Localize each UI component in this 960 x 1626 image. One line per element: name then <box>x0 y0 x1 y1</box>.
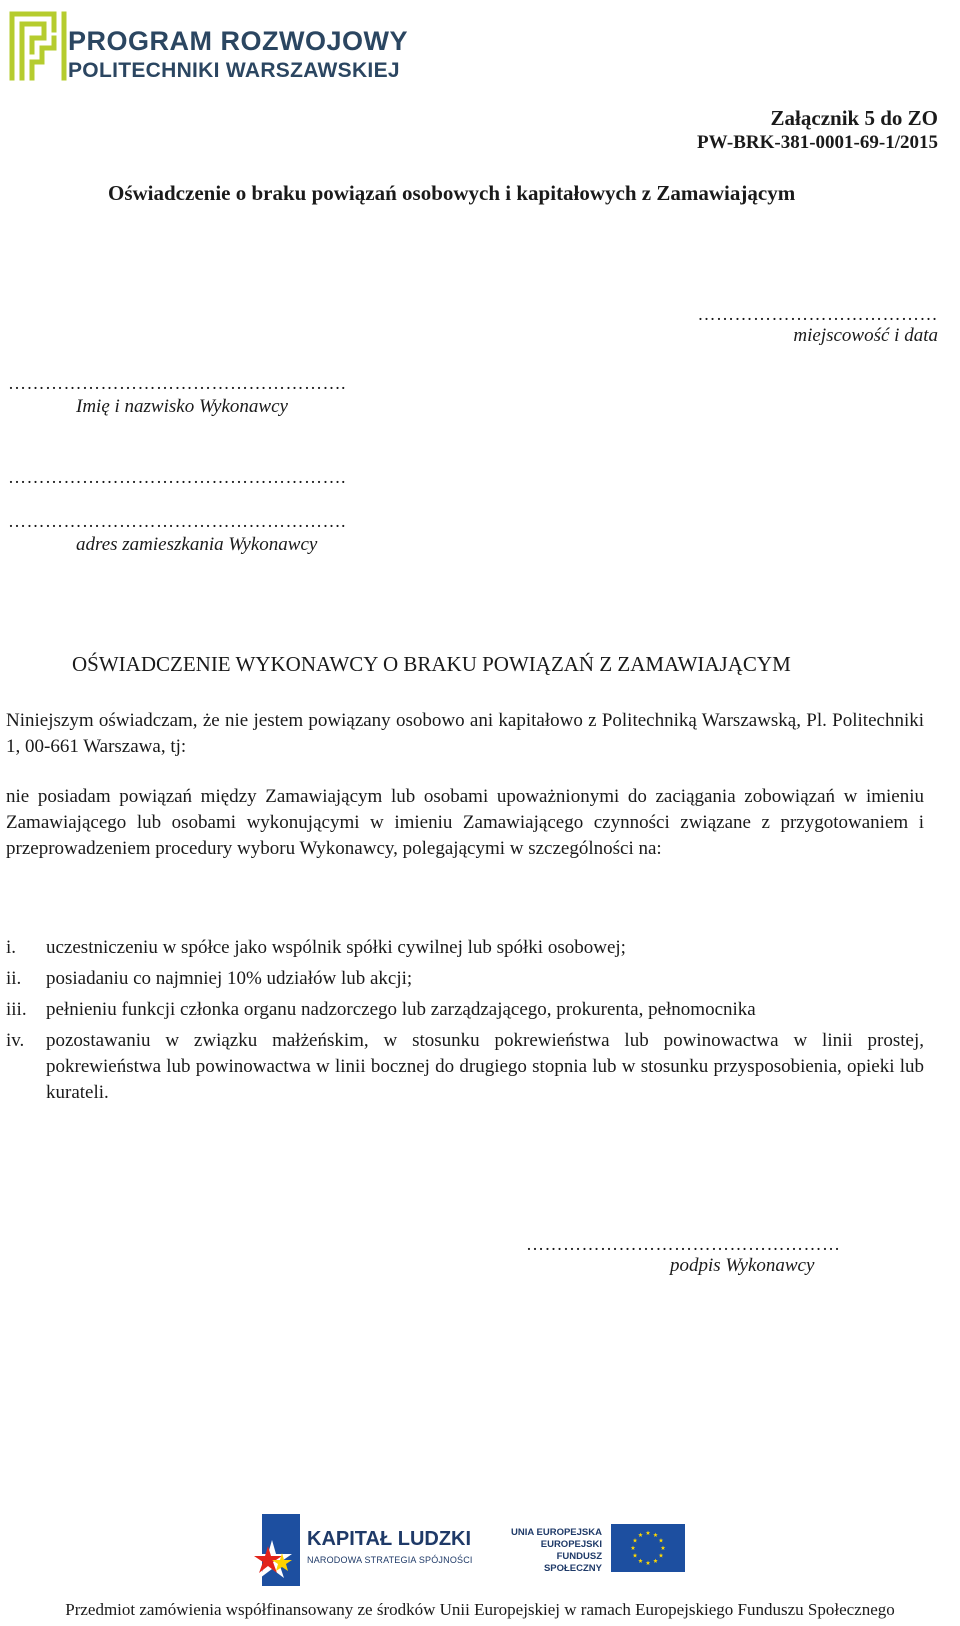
contractor-name-label: Imię i nazwisko Wykonawcy <box>76 396 288 417</box>
kapital-ludzki-title: KAPITAŁ LUDZKI <box>307 1528 472 1550</box>
statement-intro: Niniejszym oświadczam, że nie jestem powiązany osobowo ani kapitałowo z Politechniką Warszawską, Pl. Politechniki 1, 00-661 Warszawa, tj: <box>6 710 924 757</box>
cofinancing-note: Przedmiot zamówienia współfinansowany ze środków Unii Europejskiej w ramach Europejskiego Funduszu Społecznego <box>65 1600 895 1619</box>
contractor-address-field-2[interactable]: ………………………………………………. <box>8 511 346 531</box>
kapital-ludzki-subtitle: NARODOWA STRATEGIA SPÓJNOŚCI <box>307 1555 473 1565</box>
place-date-field[interactable]: ………………………………… <box>697 304 938 324</box>
list-item-text: uczestniczeniu w spółce jako wspólnik spółki cywilnej lub spółki osobowej; <box>46 937 626 958</box>
document-title: Oświadczenie o braku powiązań osobowych i kapitałowych z Zamawiającym <box>108 181 796 205</box>
signature-field[interactable]: …………………………………………… <box>526 1234 841 1254</box>
eu-logo <box>510 1524 690 1582</box>
eu-line-3: FUNDUSZ SPOŁECZNY <box>543 1551 602 1574</box>
eu-logo-text <box>510 1527 602 1575</box>
reference-number: PW-BRK-381-0001-69-1/2015 <box>697 132 938 153</box>
statement-body: nie posiadam powiązań między Zamawiającym lub osobami upoważnionymi do zaciągania zobowiązań w imieniu Zamawiającego lub osobami wykonującymi w imieniu Zamawiającego czynności związane z przygotowaniem i przeprowadzeniem procedury wyboru Wykonawcy, polegającymi w szczególności na: <box>6 786 924 859</box>
relationship-list <box>6 935 924 1111</box>
place-date-label: miejscowość i data <box>793 325 938 346</box>
eu-line-1: UNIA EUROPEJSKA <box>511 1527 602 1538</box>
program-logo <box>6 8 406 83</box>
list-item-text: posiadaniu co najmniej 10% udziałów lub akcji; <box>46 968 413 989</box>
eu-line-2: EUROPEJSKI <box>540 1539 602 1550</box>
eu-flag-icon <box>611 1524 685 1572</box>
list-item-number: i. <box>6 937 17 958</box>
attachment-label: Załącznik 5 do ZO <box>770 106 938 130</box>
list-item <box>6 1028 924 1106</box>
logo-title: PROGRAM ROZWOJOWY <box>68 26 408 56</box>
list-item-number: ii. <box>6 968 22 989</box>
statement-heading: OŚWIADCZENIE WYKONAWCY O BRAKU POWIĄZAŃ Z ZAMAWIAJĄCYM <box>72 652 791 676</box>
list-item-text: pełnieniu funkcji członka organu nadzorczego lub zarządzającego, prokurenta, pełnomocnika <box>46 999 756 1020</box>
kapital-ludzki-logo <box>250 1510 473 1590</box>
kapital-ludzki-icon <box>250 1510 302 1590</box>
list-item <box>6 997 924 1023</box>
list-item <box>6 935 924 961</box>
contractor-name-field[interactable]: ………………………………………………. <box>8 373 346 393</box>
signature-label: podpis Wykonawcy <box>670 1255 815 1276</box>
logo-subtitle: POLITECHNIKI WARSZAWSKIEJ <box>68 59 400 82</box>
contractor-address-label: adres zamieszkania Wykonawcy <box>76 534 318 555</box>
contractor-address-field-1[interactable]: ………………………………………………. <box>8 467 346 487</box>
list-item-number: iv. <box>6 1030 25 1051</box>
list-item-number: iii. <box>6 999 27 1020</box>
list-item <box>6 966 924 992</box>
list-item-text: pozostawaniu w związku małżeńskim, w stosunku pokrewieństwa lub powinowactwa w linii prostej, pokrewieństwa lub powinowactwa w linii bocznej do drugiego stopnia lub w stosunku przysposobienia, opieki lub kurateli. <box>46 1030 924 1103</box>
